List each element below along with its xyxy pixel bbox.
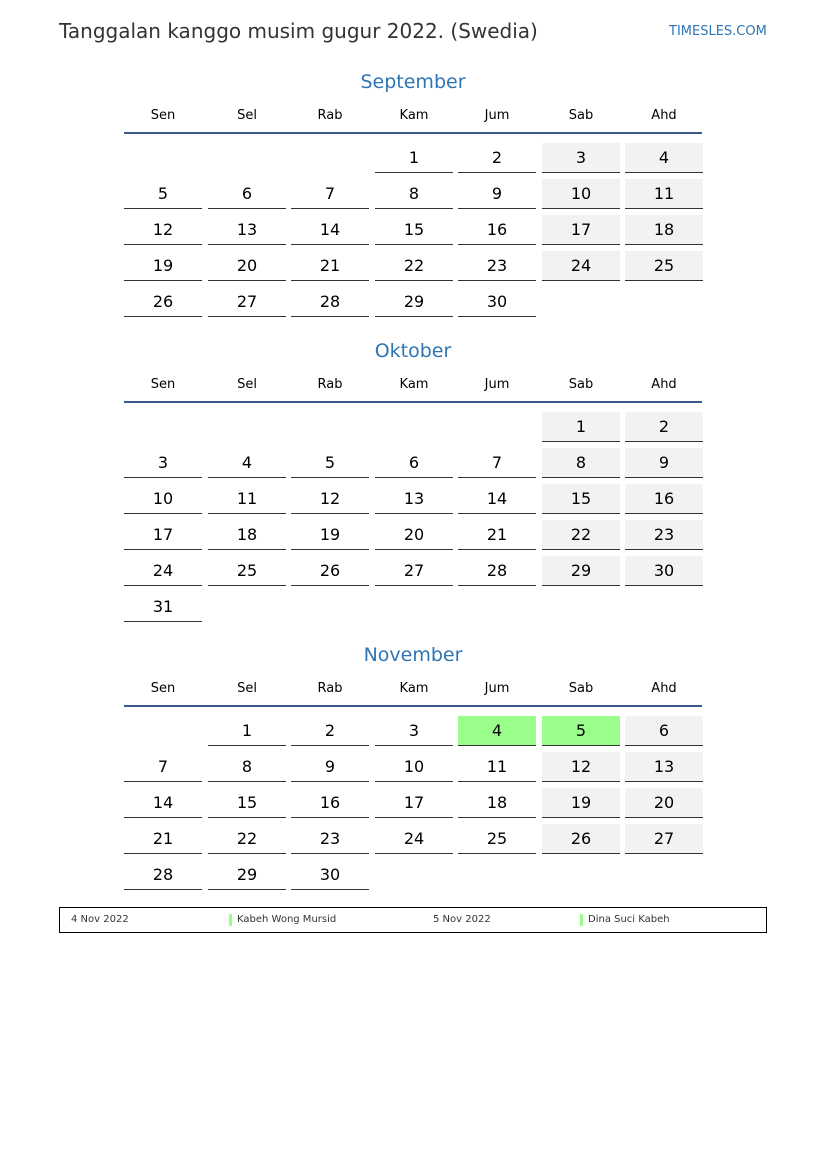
brand-link[interactable]: TIMESLES.COM: [669, 24, 767, 39]
day-cell: 22: [542, 520, 620, 550]
day-cell: 12: [542, 752, 620, 782]
weekday-label: Ahd: [651, 681, 677, 696]
holiday-swatch: [229, 914, 232, 926]
day-cell: 11: [208, 484, 286, 514]
day-cell: 18: [458, 788, 536, 818]
weekday-label: Sel: [237, 377, 257, 392]
legend-date: 4 Nov 2022: [71, 914, 129, 925]
day-cell: 7: [291, 179, 369, 209]
weekday-label: Kam: [399, 377, 429, 392]
day-cell: 6: [625, 716, 703, 746]
day-cell: 30: [291, 860, 369, 890]
day-cell: 1: [542, 412, 620, 442]
page-title: Tanggalan kanggo musim gugur 2022. (Swedia): [59, 19, 538, 43]
legend-holiday-name: Kabeh Wong Mursid: [237, 914, 337, 925]
day-cell: 12: [291, 484, 369, 514]
day-cell: 11: [625, 179, 703, 209]
day-cell: 10: [542, 179, 620, 209]
day-cell: 21: [291, 251, 369, 281]
weekday-label: Rab: [317, 377, 343, 392]
day-cell: 4: [458, 716, 536, 746]
weekday-label: Kam: [399, 108, 429, 123]
day-cell: 18: [625, 215, 703, 245]
day-cell: 8: [208, 752, 286, 782]
day-cell: 24: [124, 556, 202, 586]
day-cell: 26: [124, 287, 202, 317]
header-divider: [124, 132, 702, 134]
day-cell: 17: [124, 520, 202, 550]
weekday-header: [124, 679, 702, 699]
day-cell: 14: [458, 484, 536, 514]
month-name: November: [363, 644, 463, 666]
day-cell: 28: [458, 556, 536, 586]
day-cell: 27: [375, 556, 453, 586]
day-cell: 21: [124, 824, 202, 854]
day-cell: 22: [375, 251, 453, 281]
day-cell: 6: [375, 448, 453, 478]
legend-holiday-name: Dina Suci Kabeh: [588, 914, 670, 925]
day-cell: 7: [458, 448, 536, 478]
day-cell: 25: [458, 824, 536, 854]
day-cell: 13: [208, 215, 286, 245]
day-cell: 27: [208, 287, 286, 317]
day-cell: 5: [124, 179, 202, 209]
day-cell: 28: [291, 287, 369, 317]
weekday-label: Ahd: [651, 108, 677, 123]
day-cell: 12: [124, 215, 202, 245]
day-cell: 16: [458, 215, 536, 245]
weekday-label: Sab: [568, 681, 594, 696]
day-cell: 16: [625, 484, 703, 514]
day-cell: 17: [375, 788, 453, 818]
day-cell: 10: [375, 752, 453, 782]
day-cell: 19: [291, 520, 369, 550]
weekday-label: Sel: [237, 108, 257, 123]
day-cell: 4: [208, 448, 286, 478]
day-cell: 4: [625, 143, 703, 173]
day-cell: 17: [542, 215, 620, 245]
day-cell: 8: [375, 179, 453, 209]
day-cell: 3: [542, 143, 620, 173]
day-cell: 5: [542, 716, 620, 746]
day-cell: 22: [208, 824, 286, 854]
day-cell: 2: [291, 716, 369, 746]
holiday-legend: [59, 907, 767, 933]
weekday-header: [124, 106, 702, 126]
day-cell: 21: [458, 520, 536, 550]
weekday-label: Ahd: [651, 377, 677, 392]
day-cell: 6: [208, 179, 286, 209]
day-cell: 8: [542, 448, 620, 478]
day-cell: 16: [291, 788, 369, 818]
weekday-label: Sab: [568, 377, 594, 392]
legend-date: 5 Nov 2022: [433, 914, 491, 925]
day-cell: 3: [124, 448, 202, 478]
day-cell: 23: [291, 824, 369, 854]
day-cell: 19: [124, 251, 202, 281]
day-cell: 20: [208, 251, 286, 281]
header-divider: [124, 401, 702, 403]
holiday-swatch: [580, 914, 583, 926]
day-cell: 10: [124, 484, 202, 514]
day-cell: 27: [625, 824, 703, 854]
day-cell: 20: [625, 788, 703, 818]
day-cell: 31: [124, 592, 202, 622]
day-cell: 14: [291, 215, 369, 245]
weekday-label: Jum: [484, 681, 510, 696]
day-cell: 7: [124, 752, 202, 782]
weekday-label: Sen: [150, 377, 176, 392]
day-cell: 30: [625, 556, 703, 586]
day-cell: 3: [375, 716, 453, 746]
weekday-header: [124, 375, 702, 395]
day-cell: 20: [375, 520, 453, 550]
day-cell: 25: [625, 251, 703, 281]
day-cell: 2: [458, 143, 536, 173]
weekday-label: Rab: [317, 681, 343, 696]
day-cell: 14: [124, 788, 202, 818]
day-cell: 9: [625, 448, 703, 478]
day-cell: 23: [625, 520, 703, 550]
weekday-label: Sab: [568, 108, 594, 123]
header-divider: [124, 705, 702, 707]
weekday-label: Rab: [317, 108, 343, 123]
day-cell: 9: [291, 752, 369, 782]
day-cell: 1: [208, 716, 286, 746]
day-cell: 29: [208, 860, 286, 890]
day-cell: 13: [625, 752, 703, 782]
weekday-label: Sen: [150, 108, 176, 123]
day-cell: 30: [458, 287, 536, 317]
weekday-label: Jum: [484, 377, 510, 392]
day-cell: 24: [542, 251, 620, 281]
day-cell: 9: [458, 179, 536, 209]
day-cell: 29: [542, 556, 620, 586]
day-cell: 15: [542, 484, 620, 514]
day-cell: 24: [375, 824, 453, 854]
month-name: Oktober: [374, 340, 452, 362]
day-cell: 23: [458, 251, 536, 281]
day-cell: 15: [208, 788, 286, 818]
weekday-label: Kam: [399, 681, 429, 696]
day-cell: 13: [375, 484, 453, 514]
day-cell: 1: [375, 143, 453, 173]
day-cell: 19: [542, 788, 620, 818]
day-cell: 25: [208, 556, 286, 586]
day-cell: 26: [542, 824, 620, 854]
day-cell: 5: [291, 448, 369, 478]
month-name: September: [360, 71, 466, 93]
day-cell: 11: [458, 752, 536, 782]
day-cell: 29: [375, 287, 453, 317]
day-cell: 15: [375, 215, 453, 245]
day-cell: 28: [124, 860, 202, 890]
weekday-label: Jum: [484, 108, 510, 123]
day-cell: 18: [208, 520, 286, 550]
day-cell: 26: [291, 556, 369, 586]
day-cell: 2: [625, 412, 703, 442]
weekday-label: Sel: [237, 681, 257, 696]
weekday-label: Sen: [150, 681, 176, 696]
